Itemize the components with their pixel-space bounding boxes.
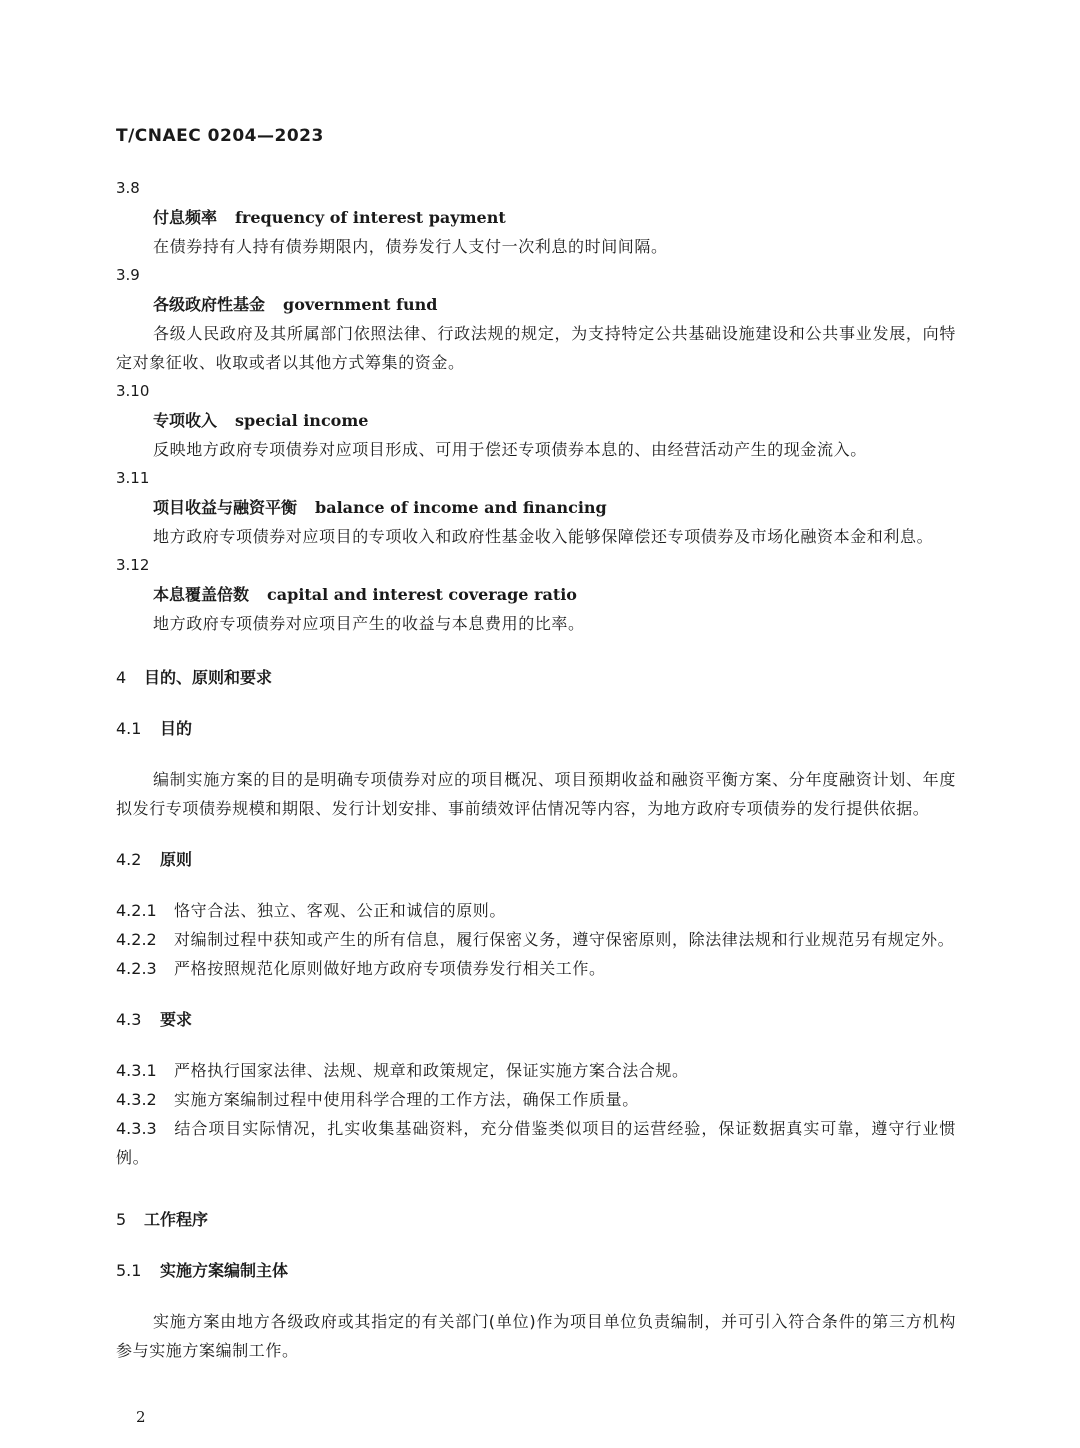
term-title bbox=[116, 580, 956, 609]
term-title bbox=[116, 406, 956, 435]
subsection-heading bbox=[116, 845, 956, 874]
term-en: special income bbox=[235, 411, 369, 430]
term-zh: 专项收入 bbox=[153, 411, 218, 430]
term-definition: 在债券持有人持有债券期限内，债券发行人支付一次利息的时间间隔。 bbox=[153, 237, 668, 256]
term-number: 3.8 bbox=[116, 179, 140, 197]
section-title: 工作程序 bbox=[144, 1210, 209, 1229]
term-en: government fund bbox=[283, 295, 438, 314]
subsection-title: 目的 bbox=[160, 719, 193, 738]
section-heading bbox=[116, 1205, 956, 1234]
clause-item bbox=[116, 1056, 956, 1085]
clause-number: 4.2.2 bbox=[116, 930, 157, 949]
clause-text: 实施方案编制过程中使用科学合理的工作方法，确保工作质量。 bbox=[174, 1090, 639, 1109]
body-paragraph: 编制实施方案的目的是明确专项债券对应的项目概况、项目预期收益和融资平衡方案、分年度融资计划、年度拟发行专项债券规模和期限、发行计划安排、事前绩效评估情况等内容，为地方政府专项债券的发行提供依据。 bbox=[116, 770, 956, 818]
term-zh: 本息覆盖倍数 bbox=[153, 585, 250, 604]
subsection-title: 原则 bbox=[160, 850, 193, 869]
subsection-title: 要求 bbox=[160, 1010, 193, 1029]
clause-text: 结合项目实际情况，扎实收集基础资料，充分借鉴类似项目的运营经验，保证数据真实可靠，遵守行业惯例。 bbox=[116, 1119, 956, 1167]
term-zh: 各级政府性基金 bbox=[153, 295, 266, 314]
term-title bbox=[116, 290, 956, 319]
clause-number: 4.2.3 bbox=[116, 959, 157, 978]
section-title: 目的、原则和要求 bbox=[144, 668, 273, 687]
clause-number: 4.2.1 bbox=[116, 901, 157, 920]
clause-item bbox=[116, 1085, 956, 1114]
term-zh: 项目收益与融资平衡 bbox=[153, 498, 298, 517]
subsection-heading bbox=[116, 714, 956, 743]
subsection-title: 实施方案编制主体 bbox=[160, 1261, 289, 1280]
clause-text: 严格按照规范化原则做好地方政府专项债券发行相关工作。 bbox=[174, 959, 606, 978]
term-title bbox=[116, 203, 956, 232]
term-number: 3.11 bbox=[116, 469, 150, 487]
clause-number: 4.3.2 bbox=[116, 1090, 157, 1109]
clause-item bbox=[116, 896, 956, 925]
clause-text: 严格执行国家法律、法规、规章和政策规定，保证实施方案合法合规。 bbox=[174, 1061, 689, 1080]
clause-item bbox=[116, 925, 956, 954]
page-number: 2 bbox=[136, 1408, 146, 1426]
term-zh: 付息频率 bbox=[153, 208, 218, 227]
page-body bbox=[116, 174, 956, 1365]
subsection-number: 4.3 bbox=[116, 1010, 142, 1029]
clause-text: 对编制过程中获知或产生的所有信息，履行保密义务，遵守保密原则，除法律法规和行业规范另有规定外。 bbox=[174, 930, 955, 949]
term-definition: 地方政府专项债券对应项目产生的收益与本息费用的比率。 bbox=[153, 614, 585, 633]
clause-text: 恪守合法、独立、客观、公正和诚信的原则。 bbox=[174, 901, 507, 920]
term-number: 3.10 bbox=[116, 382, 150, 400]
clause-item bbox=[116, 1114, 956, 1172]
term-definition: 地方政府专项债券对应项目的专项收入和政府性基金收入能够保障偿还专项债券及市场化融资本金和利息。 bbox=[153, 527, 934, 546]
section-number: 4 bbox=[116, 668, 127, 687]
subsection-heading bbox=[116, 1005, 956, 1034]
subsection-number: 5.1 bbox=[116, 1261, 142, 1280]
clause-item bbox=[116, 954, 956, 983]
term-definition: 反映地方政府专项债券对应项目形成、可用于偿还专项债券本息的、由经营活动产生的现金流入。 bbox=[153, 440, 867, 459]
section-heading bbox=[116, 663, 956, 692]
subsection-number: 4.2 bbox=[116, 850, 142, 869]
document-code: T/CNAEC 0204—2023 bbox=[116, 126, 324, 146]
subsection-number: 4.1 bbox=[116, 719, 142, 738]
term-number: 3.9 bbox=[116, 266, 140, 284]
clause-number: 4.3.1 bbox=[116, 1061, 157, 1080]
term-en: capital and interest coverage ratio bbox=[267, 585, 577, 604]
term-number: 3.12 bbox=[116, 556, 150, 574]
term-title bbox=[116, 493, 956, 522]
term-definition: 各级人民政府及其所属部门依照法律、行政法规的规定，为支持特定公共基础设施建设和公共事业发展，向特定对象征收、收取或者以其他方式筹集的资金。 bbox=[116, 324, 956, 372]
subsection-heading bbox=[116, 1256, 956, 1285]
section-number: 5 bbox=[116, 1210, 127, 1229]
term-en: frequency of interest payment bbox=[235, 208, 506, 227]
body-paragraph: 实施方案由地方各级政府或其指定的有关部门(单位)作为项目单位负责编制，并可引入符合条件的第三方机构参与实施方案编制工作。 bbox=[116, 1312, 956, 1360]
term-en: balance of income and financing bbox=[315, 498, 607, 517]
clause-number: 4.3.3 bbox=[116, 1119, 157, 1138]
